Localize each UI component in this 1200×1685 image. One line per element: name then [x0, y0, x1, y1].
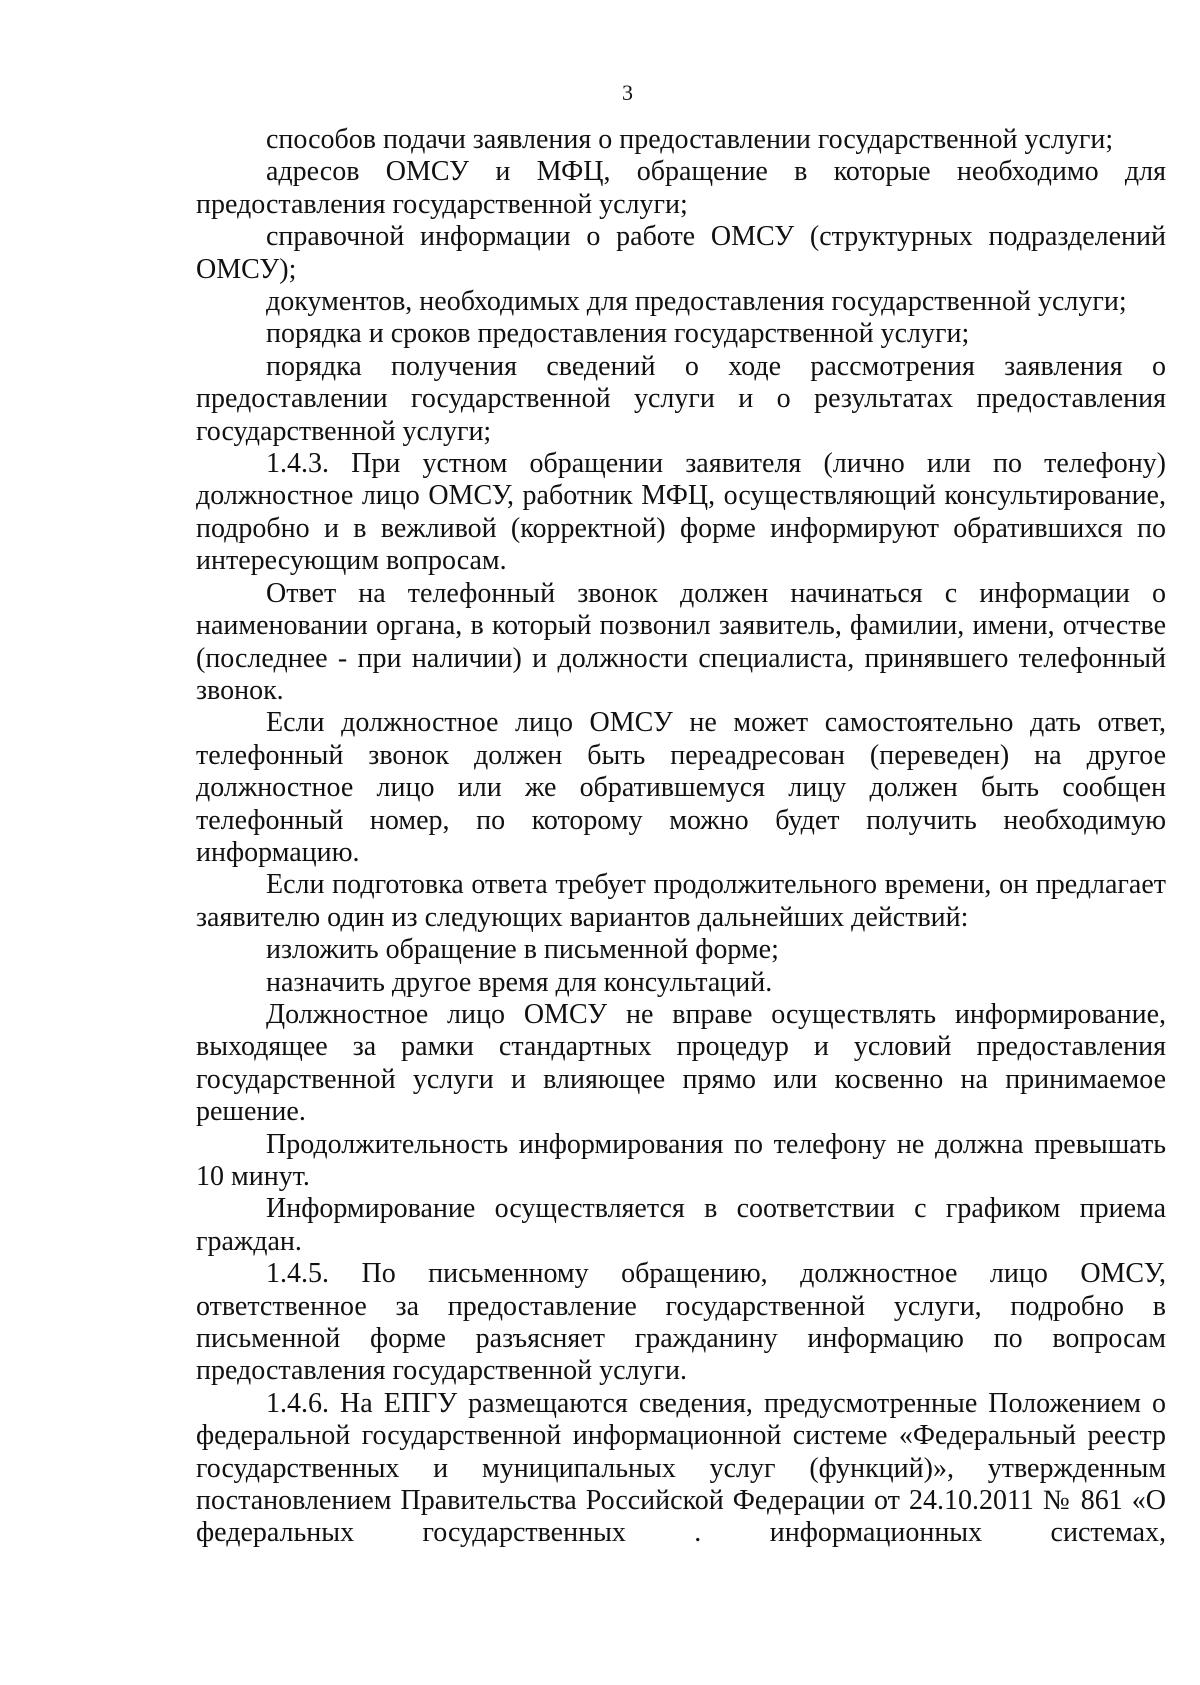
document-body: [196, 124, 1166, 1550]
paragraph-submission-methods: способов подачи заявления о предоставлении государственной услуги;: [266, 124, 1114, 155]
paragraph-option-written: изложить обращение в письменной форме;: [266, 934, 779, 966]
paragraph-phone-answer: Ответ на телефонный звонок должен начинаться с информации о наименовании органа, в который позвонил заявитель, фамилии, имени, отчестве (последнее - при наличии) и должности специалиста, принявшего телефонный звонок.: [196, 577, 1166, 706]
paragraph-1-4-3: 1.4.3. При устном обращении заявителя (лично или по телефону) должностное лицо ОМСУ, работник МФЦ, осуществляющий консультирование, подробно и в вежливой (корректной) форме информируют обратившихся по интересующим вопросам.: [196, 448, 1166, 577]
paragraph-addresses: адресов ОМСУ и МФЦ, обращение в которые необходимо для предоставления государственной услуги;: [196, 156, 1166, 220]
paragraph-schedule: Информирование осуществляется в соответствии с графиком приема граждан.: [196, 1193, 1166, 1257]
paragraph-call-redirect: Если должностное лицо ОМСУ не может самостоятельно дать ответ, телефонный звонок должен быть переадресован (переведен) на другое должностное лицо или же обратившемуся лицу должен быть сообщен телефонный номер, по которому можно будет получить необходимую информацию.: [196, 707, 1166, 868]
paragraph-status-info: порядка получения сведений о ходе рассмотрения заявления о предоставлении государственной услуги и о результатах предоставления государственной услуги;: [196, 350, 1166, 447]
paragraph-restrictions: Должностное лицо ОМСУ не вправе осуществлять информирование, выходящее за рамки стандартных процедур и условий предоставления государственной услуги и влияющее прямо или косвенно на принимаемое решение.: [196, 998, 1166, 1128]
paragraph-1-4-5: 1.4.5. По письменному обращению, должностное лицо ОМСУ, ответственное за предоставление государственной услуги, подробно в письменной форме разъясняет гражданину информацию по вопросам предоставления государственной услуги.: [196, 1258, 1166, 1387]
paragraph-long-preparation: Если подготовка ответа требует продолжительного времени, он предлагает заявителю один из следующих вариантов дальнейших действий:: [196, 869, 1166, 933]
paragraph-option-reschedule: назначить другое время для консультаций.: [266, 966, 773, 998]
paragraph-documents: документов, необходимых для предоставления государственной услуги;: [266, 286, 1127, 318]
paragraph-reference-info: справочной информации о работе ОМСУ (структурных подразделений ОМСУ);: [196, 221, 1166, 285]
page-number: 3: [622, 80, 633, 105]
paragraph-duration: Продолжительность информирования по телефону не должна превышать 10 минут.: [196, 1128, 1166, 1192]
paragraph-1-4-6: 1.4.6. На ЕПГУ размещаются сведения, предусмотренные Положением о федеральной государственной информационной системе «Федеральный реестр государственных и муниципальных услуг (функций)», утвержденным постановлением Правительства Российской Федерации от 24.10.2011 № 861 «О федеральных государственных . информационных системах,: [196, 1387, 1166, 1549]
paragraph-procedure-terms: порядка и сроков предоставления государственной услуги;: [266, 318, 970, 350]
